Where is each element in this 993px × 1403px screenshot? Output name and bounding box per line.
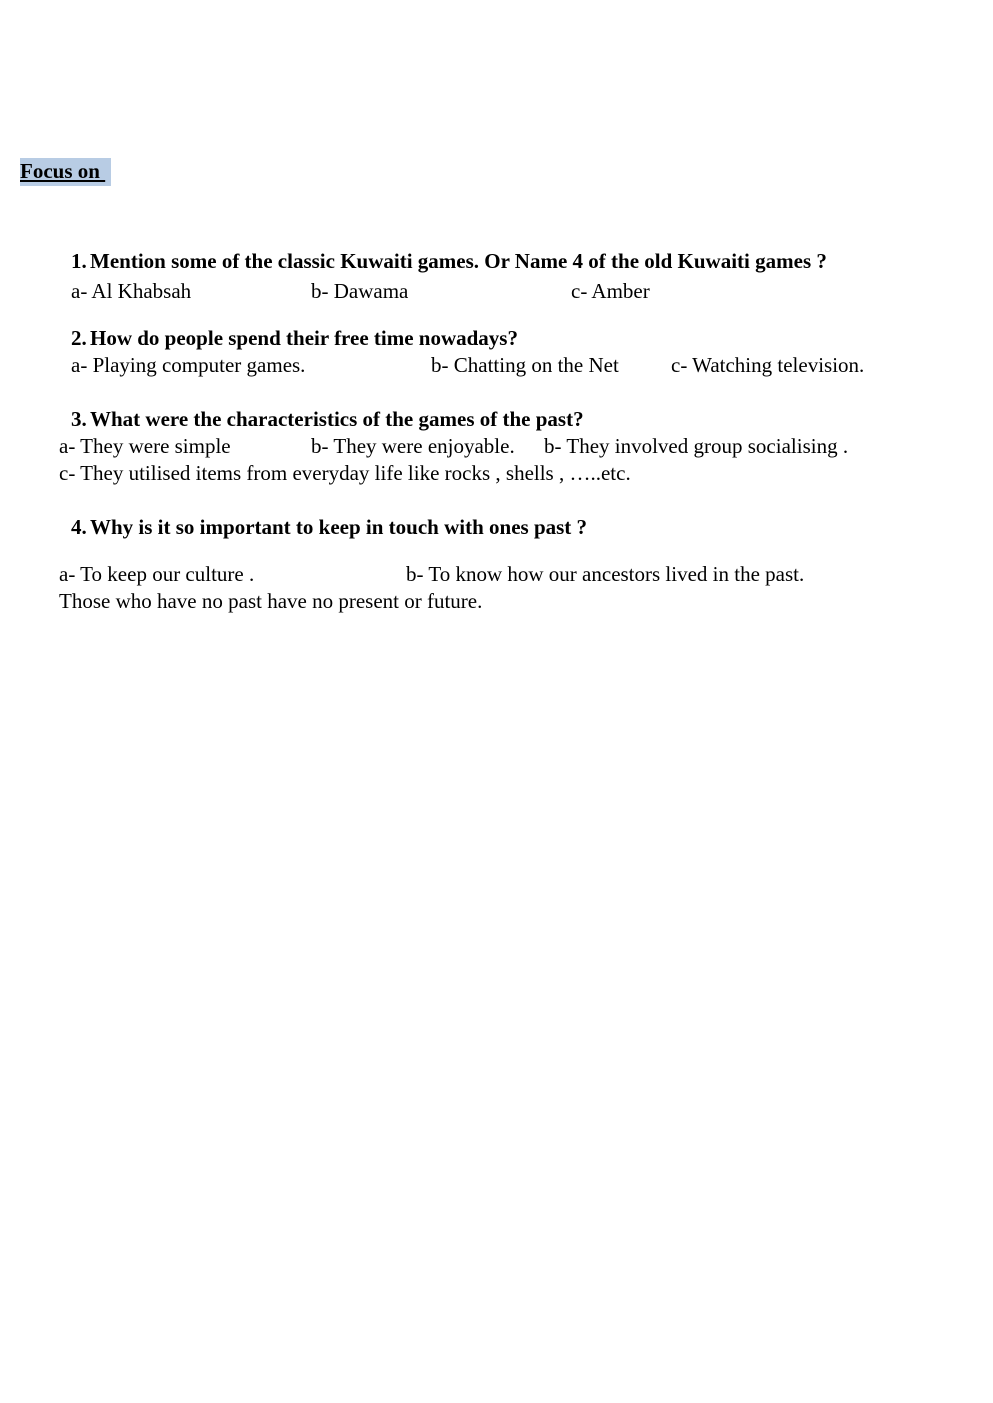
question-3 <box>71 406 584 432</box>
q4-closing-note: Those who have no past have no present or future. <box>59 589 483 613</box>
question-4 <box>71 514 587 540</box>
question-2-text: How do people spend their free time nowadays? <box>90 326 518 350</box>
question-4-number: 4. <box>71 515 87 539</box>
question-3-text: What were the characteristics of the games of the past? <box>90 407 584 431</box>
section-heading: Focus on <box>20 158 111 186</box>
q1-answer-c: c- Amber <box>571 279 650 303</box>
question-1-text: Mention some of the classic Kuwaiti games. Or Name 4 of the old Kuwaiti games ? <box>90 249 827 273</box>
question-2 <box>71 325 518 351</box>
q3-answer-c: c- They utilised items from everyday life like rocks , shells , …..etc. <box>59 461 631 485</box>
q3-answer-b2: b- They involved group socialising . <box>544 434 849 458</box>
q3-answer-b1: b- They were enjoyable. <box>311 434 515 458</box>
question-1 <box>71 248 827 274</box>
q2-answer-a: a- Playing computer games. <box>71 353 306 377</box>
q2-answer-b: b- Chatting on the Net <box>431 353 619 377</box>
q1-answer-b: b- Dawama <box>311 279 409 303</box>
q3-answer-a: a- They were simple <box>59 434 231 458</box>
question-4-text: Why is it so important to keep in touch with ones past ? <box>90 515 588 539</box>
question-1-number: 1. <box>71 249 87 273</box>
q2-answer-c: c- Watching television. <box>671 353 865 377</box>
q4-answer-b: b- To know how our ancestors lived in the past. <box>406 562 805 586</box>
question-2-number: 2. <box>71 326 87 350</box>
q1-answer-a: a- Al Khabsah <box>71 279 192 303</box>
q4-answer-a: a- To keep our culture . <box>59 562 255 586</box>
question-3-number: 3. <box>71 407 87 431</box>
